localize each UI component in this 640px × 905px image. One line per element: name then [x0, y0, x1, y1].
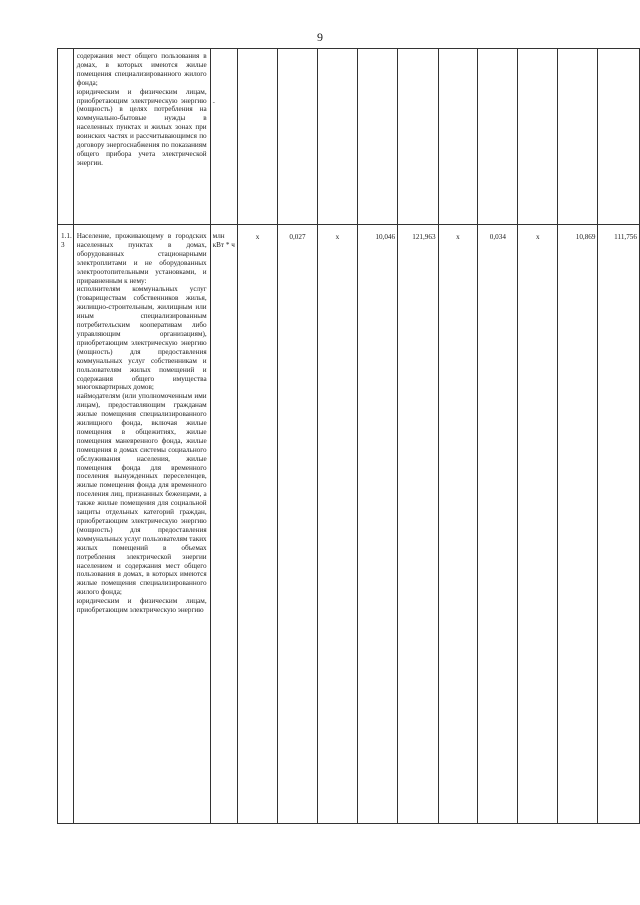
value-cell [438, 49, 478, 225]
value-cell: х [438, 225, 478, 824]
row-unit [210, 49, 238, 225]
value-cell [277, 49, 317, 225]
value-cell: 111,756 [598, 225, 640, 824]
tariff-table [57, 48, 640, 824]
value-cell: 0,034 [478, 225, 518, 824]
value-cell: 10,869 [558, 225, 598, 824]
value-cell [318, 49, 358, 225]
value-cell [478, 49, 518, 225]
row-number [58, 49, 74, 225]
value-cell: х [238, 225, 278, 824]
value-cell [518, 49, 558, 225]
value-cell: 10,046 [357, 225, 397, 824]
value-cell: х [518, 225, 558, 824]
value-cell [398, 49, 438, 225]
value-cell [598, 49, 640, 225]
value-cell [238, 49, 278, 225]
row-number: 1.1. 3 [58, 225, 74, 824]
value-cell [558, 49, 598, 225]
row-mark: - [212, 98, 215, 106]
table-row [58, 49, 640, 225]
table-row [58, 225, 640, 824]
value-cell [357, 49, 397, 225]
value-cell: 0,027 [277, 225, 317, 824]
value-cell: х [318, 225, 358, 824]
row-description: содержания мест общего пользования в домах, в которых имеются жилые помещения специализированного жилого фонда; юридическим и физическим лицам, приобретающим электрическую энергию (мощность) в целях потребления на коммунально-бытовые нужды в населенных пунктах и жилых зонах при воинских частях и рассчитывающимся по договору энергоснабжения по показаниям общего прибора учета электрической энергии. [73, 49, 210, 225]
page-number: 9 [317, 30, 323, 44]
row-description: Население, проживающему в городских населенных пунктах в домах, оборудованных стационарными электроплитами и не оборудованных электроотопительными установками, и приравненным к нему: исполнителям коммунальных услуг (товариществам собственников жилья, жилищно-строительным, жилищным или иным специализированным потребительским кооперативам либо управляющим организациям), приобретающим электрическую энергию (мощность) для предоставления коммунальных услуг собственникам и пользователям жилых помещений и содержания общего имущества многоквартирных домов; наймодателям (или уполномоченным ими лицам), предоставляющим гражданам жилые помещения специализированного жилищного фонда, включая жилые помещения в общежитиях, жилые помещения маневренного фонда, жилые помещения в домах системы социального обслуживания населения, жилые помещения фонда для временного поселения вынужденных переселенцев, жилые помещения фонда для временного поселения лиц, признанных беженцами, а также жилые помещения для социальной защиты отдельных категорий граждан, приобретающим электрическую энергию (мощность) для предоставления коммунальных услуг пользователям таких жилых помещений в объемах потребления электрической энергии населением и содержания мест общего пользования в домах, в которых имеются жилые помещения специализированного жилого фонда; юридическим и физическим лицам, приобретающим электрическую энергию [73, 225, 210, 824]
value-cell: 121,963 [398, 225, 438, 824]
row-unit: млн кВт * ч [210, 225, 238, 824]
